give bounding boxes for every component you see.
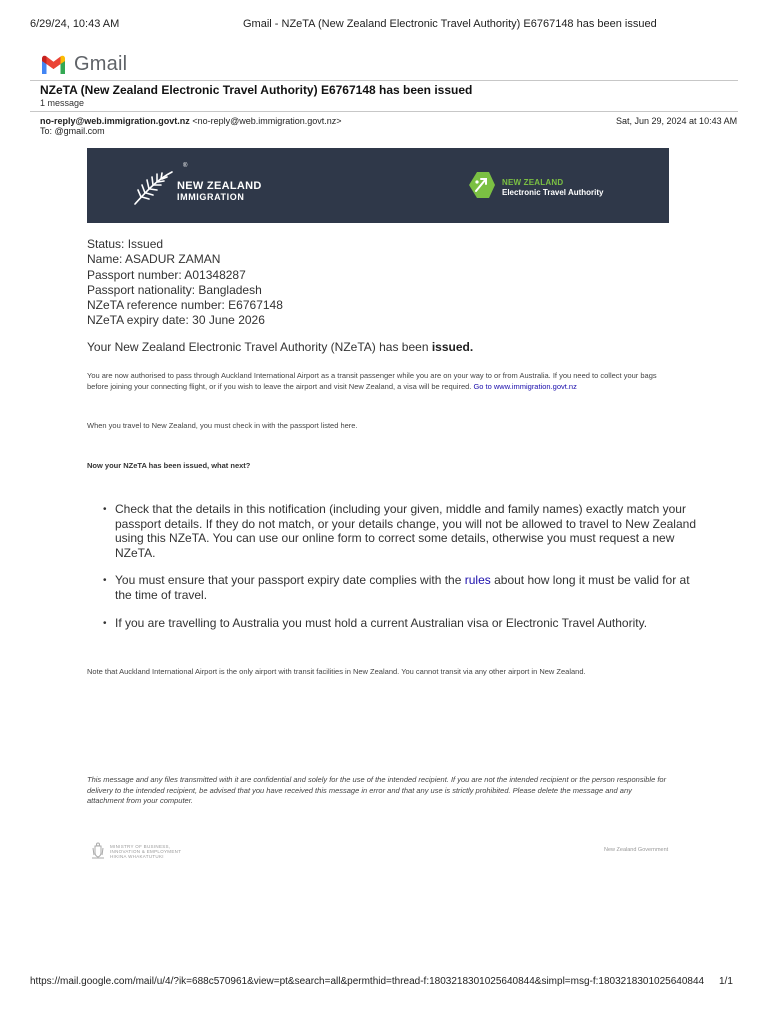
page-number: 1/1 — [719, 976, 733, 987]
issued-statement — [87, 340, 473, 354]
silver-fern-icon — [132, 168, 174, 206]
list-item — [100, 573, 700, 602]
subject-divider — [30, 111, 738, 112]
rules-link[interactable]: rules — [464, 573, 491, 588]
bullet-details-check: Check that the details in this notification (including your given, middle and family names) exactly match your passport details. If they do not match, or your details change, you will not be allowed to travel to New Zealand using this NZeTA. You can use our online form to correct some details, otherwise you must request a new NZeTA. — [115, 502, 696, 560]
transit-text: You are now authorised to pass through Auckland International Airport as a transit passenger while you are on your way to or from Australia. If you need to collect your bags before joining your connecting flight, or if you wish to leave the airport and visit New Zealand, a visa will be required. — [87, 371, 657, 391]
confidentiality-disclaimer: This message and any files transmitted with it are confidential and solely for the use of the intended recipient. If you are not the intended recipient or the person responsible for delivery to the intended recipient, be advised that you have received this message in error and that any use is strictly prohibited. Please delete the message and any attachment from your computer. — [87, 775, 667, 805]
status-field: Status: Issued — [87, 237, 164, 251]
reference-number-field: NZeTA reference number: E6767148 — [87, 298, 283, 313]
name-field: Name: ASADUR ZAMAN — [87, 252, 221, 267]
checkin-paragraph: When you travel to New Zealand, you must check in with the passport listed here. — [87, 421, 358, 430]
next-steps-heading: Now your NZeTA has been issued, what next? — [87, 461, 251, 470]
list-item — [100, 502, 700, 560]
expiry-date-field: NZeTA expiry date: 30 June 2026 — [87, 313, 265, 328]
next-steps-list — [100, 502, 700, 630]
passport-number-field: Passport number: A01348287 — [87, 267, 246, 282]
nationality-field: Passport nationality: Bangladesh — [87, 282, 262, 297]
registered-mark: ® — [183, 163, 188, 169]
sent-date: Sat, Jun 29, 2024 at 10:43 AM — [616, 116, 738, 126]
nzeta-logo-icon — [465, 170, 497, 200]
nz-coat-of-arms-icon — [90, 842, 106, 860]
transit-note: Note that Auckland International Airport is the only airport with transit facilities in New Zealand. You cannot transit via any other airport in New Zealand. — [87, 667, 586, 676]
bullet-expiry-before: You must ensure that your passport expiry date complies with the — [115, 573, 465, 588]
gmail-logo[interactable] — [40, 52, 127, 76]
sender-name[interactable]: no-reply@web.immigration.govt.nz — [40, 116, 190, 126]
nz-immigration-banner — [87, 148, 669, 223]
email-subject: NZeTA (New Zealand Electronic Travel Authority) E6767148 has been issued — [40, 83, 473, 97]
sender-line — [40, 116, 342, 126]
nzeta-line1: NEW ZEALAND — [502, 178, 564, 187]
gmail-wordmark: Gmail — [74, 52, 128, 75]
list-item — [100, 616, 700, 631]
mbie-logo — [90, 842, 181, 860]
bullet-australia: If you are travelling to Australia you must hold a current Australian visa or Electronic Travel Authority. — [115, 615, 648, 630]
print-title: Gmail - NZeTA (New Zealand Electronic Travel Authority) E6767148 has been issued — [243, 18, 657, 30]
issued-emphasis: issued. — [431, 340, 474, 354]
nz-immigration-line1: NEW ZEALAND — [177, 180, 262, 192]
nzeta-line2: Electronic Travel Authority — [502, 188, 604, 197]
header-divider — [30, 80, 738, 81]
print-url: https://mail.google.com/mail/u/4/?ik=688c570961&view=pt&search=all&permthid=thread-f:1803218301025640844&simpl=msg-f:1803218301025640844 — [30, 976, 705, 987]
nz-government-logo: New Zealand Government — [604, 847, 669, 853]
nzeta-details — [87, 237, 283, 329]
nz-immigration-line2: IMMIGRATION — [177, 192, 245, 202]
mbie-wordmark — [110, 844, 181, 859]
issued-statement-text: Your New Zealand Electronic Travel Authority (NZeTA) has been — [87, 340, 432, 354]
nzeta-wordmark — [502, 178, 604, 198]
print-date: 6/29/24, 10:43 AM — [30, 18, 120, 30]
mbie-line1: MINISTRY OF BUSINESS, — [110, 843, 171, 849]
sender-address: <no-reply@web.immigration.govt.nz> — [192, 116, 342, 126]
nz-immigration-wordmark — [177, 181, 262, 203]
mbie-line3: HIKINA WHAKATUTUKI — [110, 853, 164, 859]
gmail-m-icon — [40, 54, 67, 74]
bullet-expiry-after: about how long it must be valid for at the time of travel. — [115, 573, 690, 602]
immigration-website-link[interactable]: Go to www.immigration.govt.nz — [473, 382, 577, 391]
transit-paragraph — [87, 370, 667, 392]
recipient-line: To: @gmail.com — [40, 126, 105, 136]
message-count: 1 message — [40, 98, 85, 108]
mbie-line2: INNOVATION & EMPLOYMENT — [110, 848, 182, 854]
